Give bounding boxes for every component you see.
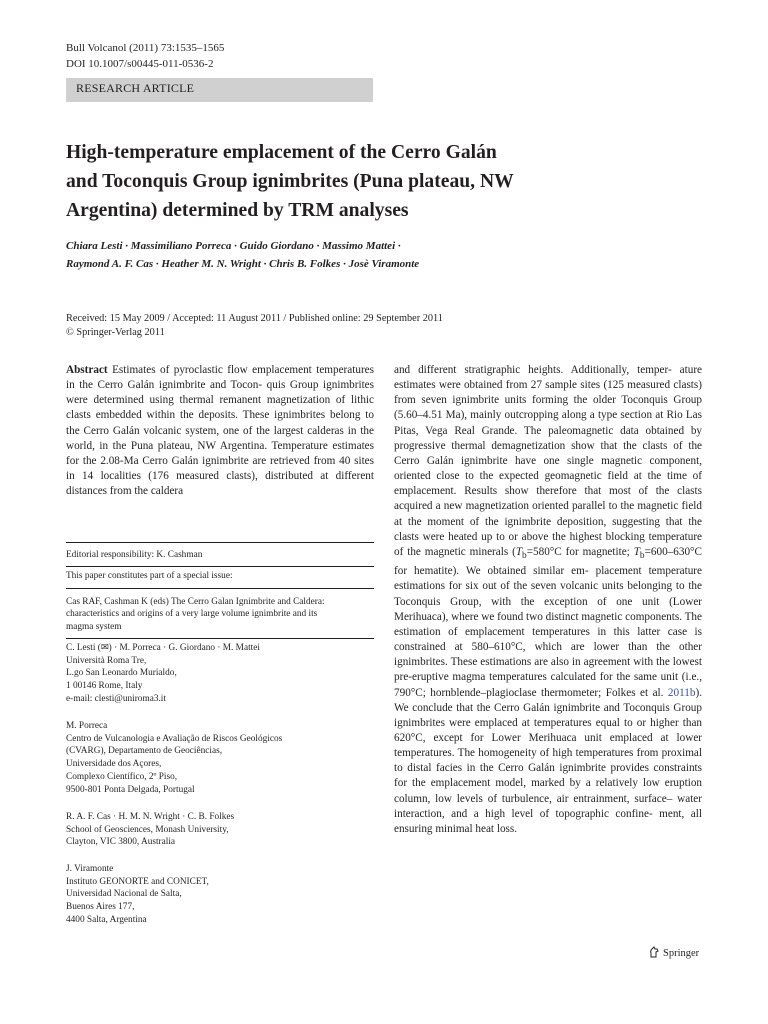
affiliation-line: 9500-801 Ponta Delgada, Portugal [66, 784, 195, 795]
abstract-text: the emplacement model, marked by a relatively low eruption [412, 777, 703, 790]
abstract-text: Estimates of pyroclastic flow emplacement [112, 364, 312, 376]
affiliation-line: School of Geosciences, Monash University, [66, 824, 229, 835]
author-line: Raymond A. F. Cas · Heather M. N. Wright · Chris B. Folkes · Josè Viramonte [66, 258, 420, 270]
title-line: Argentina) determined by TRM analyses [66, 200, 409, 221]
abstract-text: component, oriented close to the expected geomagnetic [394, 454, 702, 483]
affiliation-line: Buenos Aires 177, [66, 902, 135, 913]
affiliation-line: C. Lesti (✉) · M. Porreca · G. Giordano · M. Mattei [66, 643, 260, 653]
abstract-label: Abstract [66, 364, 108, 376]
publication-history [66, 312, 706, 340]
citation-line: magma system [66, 621, 122, 632]
abstract-text: column, low levels of turbulence, air entrainment, surface– [394, 792, 673, 805]
affiliation-line: R. A. F. Cas · H. M. N. Wright · C. B. Folkes [66, 812, 235, 822]
abstract-text: the ignimbrite deposition, suggesting that the clasts were [394, 515, 702, 543]
publisher-logo [648, 946, 699, 961]
affiliation-line: J. Viramonte [66, 864, 114, 874]
abstract-text: field at the time of emplacement. Results show therefore [394, 470, 702, 498]
abstract-text: at temperatures equal to or higher than 620°C, except for [394, 716, 703, 744]
special-issue-note: This paper constitutes part of a special issue: [66, 571, 233, 581]
abstract-text: and different stratigraphic heights. Additionally, temper- [394, 364, 672, 376]
affiliation-line: Università Roma Tre, [66, 655, 147, 666]
abstract-text: ature estimates were obtained from 27 sample sites (125 [394, 364, 703, 392]
abstract-text: ). We conclude that the Cerro Galán [394, 686, 702, 714]
affiliation-monash [66, 811, 374, 849]
affiliation-salta [66, 863, 374, 927]
abstract-text: quis Group ignimbrites were determined using thermal [66, 379, 374, 407]
abstract-text: Galán volcanic system, one of the largest calderas in the [112, 424, 374, 437]
abstract-continuation [394, 363, 702, 837]
blocking-temp-symbol: T [515, 545, 523, 558]
abstract-text: =600–630°C for hematite). We obtained similar em- [394, 545, 702, 578]
footnote-divider [66, 588, 374, 589]
reference-link[interactable]: 2011b [667, 686, 696, 699]
abstract-text: Folkes et al. [605, 686, 668, 699]
abstract-text: Lower Merihuaca unit emplaced at lower temperatures. The [394, 731, 703, 760]
publisher-name: Springer [663, 947, 700, 959]
article-title [66, 138, 706, 225]
affiliation-line: Centro de Vulcanologia e Avaliação de Riscos Geológicos [66, 733, 283, 744]
author-list [66, 237, 706, 273]
affiliation-line: L.go San Leonardo Murialdo, [66, 668, 177, 679]
abstract-text: water interaction, and a high level of topographic confine- [394, 792, 703, 820]
abstract-text: the older Toconquis Group (5.60–4.51 Ma), mainly [394, 394, 702, 422]
journal-reference: Bull Volcanol (2011) 73:1535–1565 [66, 42, 225, 54]
date-history: Received: 15 May 2009 / Accepted: 11 August 2011 / Published online: 29 September 2011 [66, 313, 443, 324]
abstract-text: oriented parallel to the magnetic field at the moment of [394, 500, 702, 528]
affiliation-line: Clayton, VIC 3800, Australia [66, 837, 176, 848]
affiliation-line: M. Porreca [66, 721, 108, 731]
affiliation-line: Complexo Científico, 2º Piso, [66, 771, 178, 782]
article-type-label: RESEARCH ARTICLE [76, 81, 195, 95]
abstract-text: measured clasts) from seven ignimbrite units forming [394, 379, 702, 407]
abstract-text: ignimbrite and Toconquis Group ignimbrites were emplaced [394, 701, 702, 729]
abstract-text: homogeneity of high temperatures from proximal to distal [394, 747, 703, 775]
abstract-text: clasts), distributed at different distances from the caldera [66, 470, 374, 498]
title-line: and Toconquis Group ignimbrites (Puna plateau, NW [66, 171, 514, 192]
abstract-text: These estimations are also in agreement with the lowest [450, 656, 702, 669]
title-line: High-temperature emplacement of the Cerro Galán [66, 142, 497, 163]
author-line: Chiara Lesti · Massimiliano Porreca · Guido Giordano · Massimo Mattei · [66, 240, 401, 252]
blocking-temp-subscript: b [639, 551, 645, 562]
abstract-text: of the Cerro Galán ignimbrite have one single magnetic [394, 439, 703, 467]
abstract-text: placement temperature estimations for six out of the seven [394, 565, 702, 593]
doi: DOI 10.1007/s00445-011-0536-2 [66, 58, 214, 70]
abstract-text: volcanic units belonging to the Toconquis Group, with the [394, 580, 702, 608]
affiliation-line: Instituto GEONORTE and CONICET, [66, 876, 209, 887]
copyright-notice: © Springer-Verlag 2011 [66, 327, 165, 338]
email-link[interactable]: e-mail: clesti@uniroma3.it [66, 693, 166, 704]
abstract-text: of the magnetic minerals ( [394, 545, 516, 558]
special-issue-citation [66, 596, 374, 633]
affiliation-cvarg [66, 720, 374, 796]
citation-line: characteristics and origins of a very large volume ignimbrite and its [66, 609, 318, 620]
springer-horse-icon [648, 946, 660, 961]
affiliation-line: Universidad Nacional de Salta, [66, 889, 182, 900]
blocking-temp-symbol: T [633, 545, 640, 558]
abstract-text: pre-eruptive magma temperatures calculated for the [394, 671, 631, 684]
citation-line: Cas RAF, Cashman K (eds) The Cerro Galan Ignimbrite and Caldera: [66, 597, 325, 607]
abstract-text: estimates for the 2.08-Ma Cerro Galán ignimbrite are [66, 439, 375, 467]
abstract-text: heated up to or above the highest blocking temperature [448, 530, 703, 543]
abstract-text: =580°C for magnetite; [526, 545, 630, 558]
affiliation-line: 1 00146 Rome, Italy [66, 681, 143, 692]
affiliation-roma-tre [66, 642, 374, 706]
abstract-text: same unit (i.e., 790°C; hornblende–plagioclase thermometer; [394, 671, 702, 699]
blocking-temp-subscript: b [522, 551, 527, 562]
abstract-text: retrieved from 40 sites in 14 localities (176 measured [66, 454, 375, 483]
abstract-text: temperatures in the Cerro Galán ignimbrite and Tocon- [66, 364, 374, 392]
affiliation-line: 4400 Salta, Argentina [66, 914, 147, 925]
affiliation-line: (CVARG), Departamento de Geociências, [66, 746, 223, 757]
abstract-text: outcropping along a type section at Rio Las Pitas, Vega [394, 409, 703, 437]
journal-header [66, 40, 224, 72]
abstract-text: remanent magnetization of lithic clasts embedded within [66, 394, 374, 422]
abstract [66, 363, 374, 499]
footnote-divider [66, 542, 374, 543]
abstract-text: emplacement temperatures in this latter case is constrained [394, 625, 703, 654]
abstract-text: Real Grande. The paleomagnetic data obtained by [454, 424, 703, 437]
abstract-text: that most of the clasts acquired a new magnetization [394, 485, 702, 513]
abstract-text: facies in the Cerro Galán ignimbrite provides constraints for [394, 762, 703, 790]
abstract-text: world, in the Puna plateau, NW Argentina. Temperature [66, 439, 328, 452]
footnote-divider [66, 638, 374, 639]
affiliation-line: Universidade dos Açores, [66, 759, 162, 770]
abstract-text: ment, all ensuring minimal heat loss. [394, 807, 702, 835]
footnote-divider [66, 566, 374, 567]
editorial-responsibility: Editorial responsibility: K. Cashman [66, 550, 203, 560]
abstract-text: exception of one unit (Lower Merihuaca), where we found [394, 595, 703, 623]
abstract-text: two distinct magnetic components. The estimation of [394, 610, 702, 638]
abstract-text: at 580–610°C, which are lower than the other ignimbrites. [394, 641, 702, 669]
abstract-text: the deposits. These ignimbrites belong to the Cerro [66, 409, 374, 437]
abstract-text: progressive thermal demagnetization show that the clasts [394, 439, 668, 452]
